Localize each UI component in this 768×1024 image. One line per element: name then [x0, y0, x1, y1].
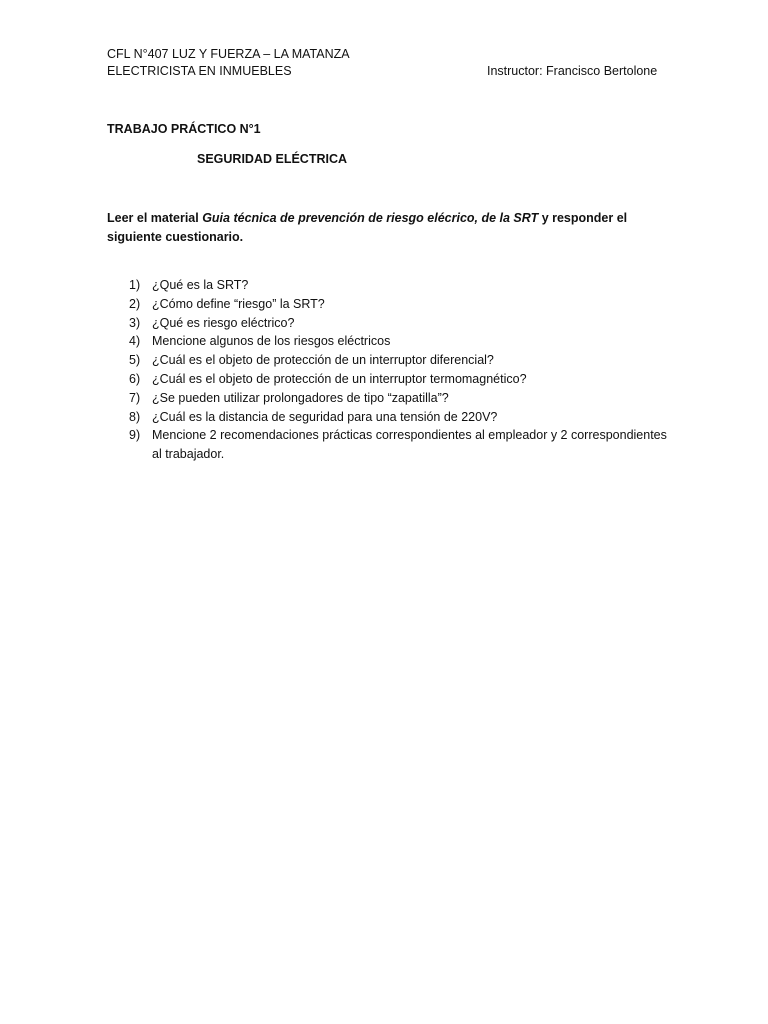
- question-number: 1): [129, 278, 141, 292]
- question-text: ¿Cómo define “riesgo” la SRT?: [152, 296, 325, 311]
- list-item: [107, 276, 667, 295]
- document-title: TRABAJO PRÁCTICO N°1: [107, 122, 261, 136]
- question-number: 2): [129, 296, 141, 311]
- header-instructor: Instructor: Francisco Bertolone: [487, 64, 658, 78]
- question-text: ¿Cuál es la distancia de seguridad para una tensión de 220V?: [152, 409, 498, 424]
- header-institution: CFL N°407 LUZ Y FUERZA – LA MATANZA: [107, 47, 350, 61]
- intro-prefix: Leer el material: [107, 211, 203, 225]
- list-item: [107, 370, 667, 389]
- question-number: 5): [129, 353, 141, 368]
- question-number: 3): [129, 315, 141, 330]
- list-item: [107, 426, 667, 464]
- question-number: 7): [129, 390, 141, 405]
- header-course: ELECTRICISTA EN INMUEBLES: [107, 64, 292, 78]
- question-text: ¿Qué es la SRT?: [152, 278, 249, 292]
- question-number: 8): [129, 409, 141, 424]
- question-text: ¿Se pueden utilizar prolongadores de tipo “zapatilla”?: [152, 390, 449, 405]
- question-text: Mencione algunos de los riesgos eléctricos: [152, 334, 391, 349]
- question-text: ¿Qué es riesgo eléctrico?: [152, 315, 295, 330]
- list-item: [107, 351, 667, 370]
- question-text: Mencione 2 recomendaciones prácticas correspondientes al empleador y 2 correspondientes al trabajador.: [152, 428, 667, 462]
- question-text: ¿Cuál es el objeto de protección de un interruptor diferencial?: [152, 353, 494, 368]
- section-title: SEGURIDAD ELÉCTRICA: [197, 152, 348, 166]
- question-text: ¿Cuál es el objeto de protección de un interruptor termomagnético?: [152, 371, 527, 386]
- question-number: 6): [129, 371, 141, 386]
- question-number: 4): [129, 334, 141, 349]
- intro-suffix: y responder el siguiente cuestionario.: [107, 211, 628, 244]
- list-item: [107, 295, 667, 314]
- intro-paragraph: [107, 209, 667, 247]
- question-number: 9): [129, 428, 141, 443]
- intro-material-title: Guia técnica de prevención de riesgo elécrico, de la SRT: [202, 211, 539, 225]
- list-item: [107, 389, 667, 408]
- question-list: [107, 276, 667, 464]
- list-item: [107, 314, 667, 333]
- list-item: [107, 332, 667, 351]
- list-item: [107, 408, 667, 427]
